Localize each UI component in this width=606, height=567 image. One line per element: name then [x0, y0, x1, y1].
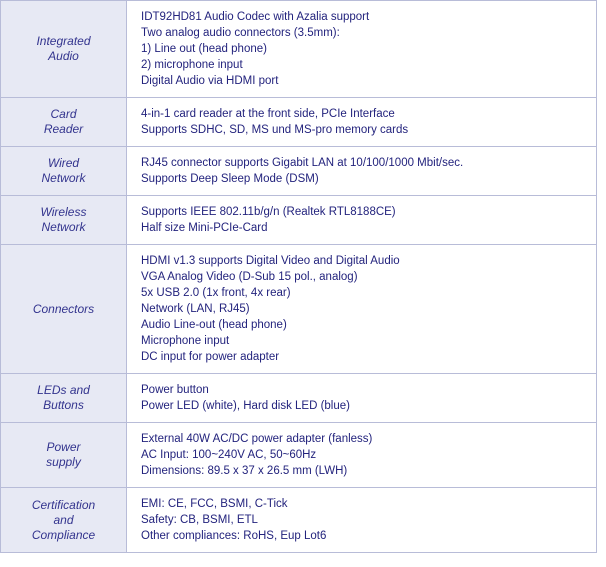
spec-detail-cell: [127, 1, 597, 98]
table-row: [1, 147, 597, 196]
spec-detail-line: VGA Analog Video (D-Sub 15 pol., analog): [141, 271, 358, 283]
spec-detail-line: Power LED (white), Hard disk LED (blue): [141, 400, 350, 412]
spec-category-label: [1, 196, 127, 245]
table-row: [1, 488, 597, 553]
spec-category-line: Reader: [43, 122, 84, 136]
spec-category-line: supply: [46, 455, 81, 469]
spec-detail-line: Dimensions: 89.5 x 37 x 26.5 mm (LWH): [141, 465, 348, 477]
spec-detail-line: Supports IEEE 802.11b/g/n (Realtek RTL8188CE): [141, 206, 396, 218]
spec-detail-line: 1) Line out (head phone): [141, 43, 267, 55]
spec-detail-line: IDT92HD81 Audio Codec with Azalia support: [141, 11, 370, 23]
table-row: [1, 423, 597, 488]
spec-detail-cell: [127, 423, 597, 488]
spec-detail-line: AC Input: 100~240V AC, 50~60Hz: [141, 449, 317, 461]
spec-detail-line: Supports Deep Sleep Mode (DSM): [141, 173, 319, 185]
spec-category-label: [1, 1, 127, 98]
spec-detail-cell: [127, 488, 597, 553]
spec-category-label: [1, 98, 127, 147]
spec-detail-line: Safety: CB, BSMI, ETL: [141, 514, 258, 526]
spec-detail-line: Two analog audio connectors (3.5mm):: [141, 27, 340, 39]
spec-detail-cell: [127, 374, 597, 423]
spec-category-line: LEDs and: [37, 383, 90, 397]
spec-detail-line: Other compliances: RoHS, Eup Lot6: [141, 530, 327, 542]
spec-category-line: Card: [50, 107, 77, 121]
table-row: [1, 245, 597, 374]
spec-category-line: Certification: [31, 497, 96, 512]
spec-category-line: Compliance: [31, 527, 96, 542]
spec-detail-line: HDMI v1.3 supports Digital Video and Digital Audio: [141, 255, 400, 267]
spec-category-line: Wired: [47, 156, 80, 170]
spec-detail-line: EMI: CE, FCC, BSMI, C-Tick: [141, 498, 288, 510]
spec-detail-line: Network (LAN, RJ45): [141, 303, 250, 315]
spec-detail-cell: [127, 98, 597, 147]
spec-detail-line: Microphone input: [141, 335, 230, 347]
spec-detail-line: Supports SDHC, SD, MS und MS-pro memory cards: [141, 124, 409, 136]
spec-category-line: Network: [41, 220, 86, 234]
spec-detail-line: DC input for power adapter: [141, 351, 280, 363]
spec-category-line: and: [53, 512, 74, 527]
spec-detail-line: 4-in-1 card reader at the front side, PCIe Interface: [141, 108, 395, 120]
spec-detail-line: Audio Line-out (head phone): [141, 319, 287, 331]
spec-category-line: Power: [46, 440, 81, 454]
spec-category-line: Audio: [48, 49, 79, 63]
spec-detail-cell: [127, 245, 597, 374]
spec-detail-line: Half size Mini-PCIe-Card: [141, 222, 268, 234]
table-row: [1, 98, 597, 147]
spec-category-line: Network: [41, 171, 86, 185]
spec-detail-line: Digital Audio via HDMI port: [141, 75, 279, 87]
spec-detail-line: 2) microphone input: [141, 59, 243, 71]
spec-detail-line: Power button: [141, 384, 209, 396]
spec-category-label: [1, 147, 127, 196]
table-row: [1, 196, 597, 245]
specification-table-body: [1, 1, 597, 553]
spec-detail-cell: [127, 147, 597, 196]
spec-category-line: Connectors: [32, 301, 95, 316]
table-row: [1, 374, 597, 423]
spec-detail-line: RJ45 connector supports Gigabit LAN at 10/100/1000 Mbit/sec.: [141, 157, 464, 169]
spec-category-line: Integrated: [36, 34, 91, 48]
spec-detail-line: External 40W AC/DC power adapter (fanless): [141, 433, 373, 445]
spec-category-label: [1, 245, 127, 374]
spec-category-line: Wireless: [40, 205, 87, 219]
table-row: [1, 1, 597, 98]
spec-detail-cell: [127, 196, 597, 245]
spec-category-line: Buttons: [43, 398, 84, 412]
spec-detail-line: 5x USB 2.0 (1x front, 4x rear): [141, 287, 291, 299]
spec-category-label: [1, 374, 127, 423]
spec-category-label: [1, 423, 127, 488]
spec-category-label: [1, 488, 127, 553]
